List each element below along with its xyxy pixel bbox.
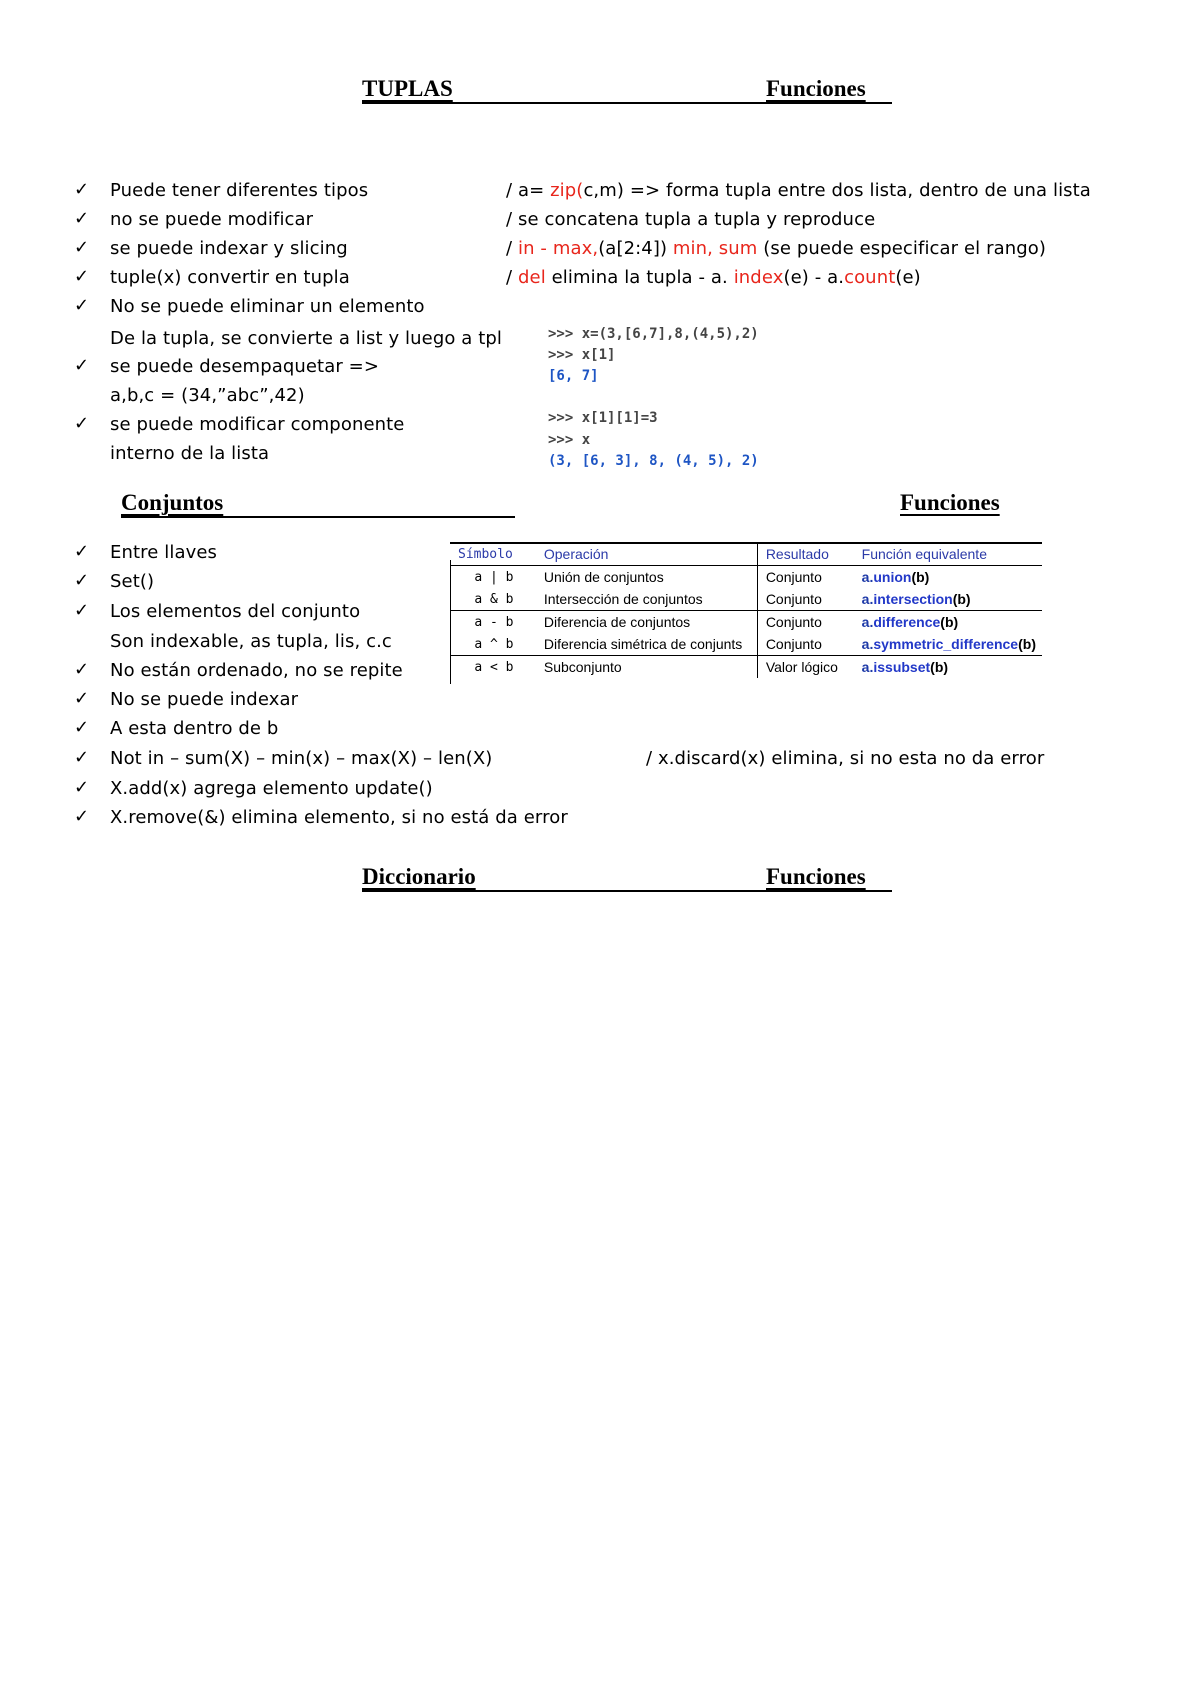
list-item: Los elementos del conjunto <box>110 601 361 622</box>
list-item: A esta dentro de b <box>110 718 279 739</box>
func-text: (e) <box>895 267 921 288</box>
table-cell: Subconjunto <box>536 656 757 679</box>
func-text: elimina la tupla - a. <box>545 267 734 288</box>
check-icon: ✓ <box>74 688 90 709</box>
check-icon: ✓ <box>74 237 90 258</box>
fn-arg: (b) <box>930 659 949 675</box>
conjuntos-title: Conjuntos <box>121 490 224 515</box>
diccionario-underline <box>362 890 892 892</box>
check-icon: ✓ <box>74 600 90 621</box>
table-cell: a - b <box>474 614 514 630</box>
list-item-continuation: a,b,c = (34,”abc”,42) <box>110 385 305 406</box>
list-item: no se puede modificar <box>110 209 314 230</box>
check-icon: ✓ <box>74 266 90 287</box>
table-cell <box>854 633 1042 656</box>
check-icon: ✓ <box>74 355 90 376</box>
table-row <box>450 656 1042 679</box>
diccionario-title: Diccionario <box>362 864 476 889</box>
check-icon: ✓ <box>74 717 90 738</box>
list-item: No se puede indexar <box>110 689 299 710</box>
code-line: >>> x <box>548 432 591 448</box>
check-icon: ✓ <box>74 777 90 798</box>
table-left-border <box>450 560 451 684</box>
tuplas-underline <box>362 102 892 104</box>
table-cell <box>854 566 1042 589</box>
fn-object: a. <box>861 614 874 630</box>
table-cell: Conjunto <box>757 633 853 656</box>
check-icon: ✓ <box>74 747 90 768</box>
fn-object: a. <box>861 569 874 585</box>
list-item: se puede indexar y slicing <box>110 238 348 259</box>
table-row <box>450 611 1042 634</box>
func-text: (e) - a. <box>783 267 845 288</box>
table-cell: a & b <box>450 588 536 611</box>
table-cell: Conjunto <box>757 588 853 611</box>
list-item: Entre llaves <box>110 542 217 563</box>
table-row <box>450 588 1042 611</box>
fn-object: a. <box>861 591 874 607</box>
list-item: se puede modificar componente <box>110 414 405 435</box>
table-header: Resultado <box>757 542 853 566</box>
table-header: Operación <box>536 542 757 566</box>
check-icon: ✓ <box>74 541 90 562</box>
table-cell: a < b <box>474 659 514 675</box>
conjuntos-underline <box>121 516 515 518</box>
tuplas-title: TUPLAS <box>362 76 453 101</box>
list-item: X.add(x) agrega elemento update() <box>110 778 433 799</box>
list-item-continuation: interno de la lista <box>110 443 270 464</box>
func-text: (a[2:4]) <box>598 238 673 259</box>
func-keyword: count <box>844 267 896 288</box>
func-text: / <box>506 238 518 259</box>
conjuntos-func-discard: / x.discard(x) elimina, si no esta no da error <box>646 748 1045 769</box>
tuplas-func-del <box>506 268 921 288</box>
table-cell: Unión de conjuntos <box>536 566 757 589</box>
fn-name: symmetric_difference <box>873 636 1019 652</box>
check-icon: ✓ <box>74 806 90 827</box>
code-output: [6, 7] <box>548 368 599 384</box>
list-item: Puede tener diferentes tipos <box>110 180 369 201</box>
code-line: >>> x[1] <box>548 347 616 363</box>
tuplas-func-concat: / se concatena tupla a tupla y reproduce <box>506 209 876 230</box>
table-cell: a ^ b <box>450 633 536 656</box>
check-icon: ✓ <box>74 179 90 200</box>
table-header: Función equivalente <box>854 542 1042 566</box>
list-item: tuple(x) convertir en tupla <box>110 267 350 288</box>
code-line: >>> x[1][1]=3 <box>548 410 658 426</box>
fn-object: a. <box>861 659 874 675</box>
tuplas-func-zip <box>506 181 1091 201</box>
table-cell <box>854 656 1042 679</box>
func-keyword: zip( <box>550 180 584 201</box>
check-icon: ✓ <box>74 413 90 434</box>
code-line: >>> x=(3,[6,7],8,(4,5),2) <box>548 326 759 342</box>
table-cell: Diferencia de conjuntos <box>536 611 757 634</box>
func-keyword: in - max, <box>518 238 599 259</box>
list-item: X.remove(&) elimina elemento, si no está da error <box>110 807 568 828</box>
table-cell: a | b <box>474 569 514 585</box>
func-text: / a= <box>506 180 551 201</box>
tuplas-funciones-title: Funciones <box>766 76 866 101</box>
fn-object: a. <box>861 636 874 652</box>
check-icon: ✓ <box>74 659 90 680</box>
conjuntos-funciones-title: Funciones <box>900 490 1000 515</box>
code-output: (3, [6, 3], 8, (4, 5), 2) <box>548 453 759 469</box>
func-keyword: min, sum <box>672 238 758 259</box>
table-cell: Conjunto <box>765 614 822 630</box>
list-item: se puede desempaquetar => <box>110 356 380 377</box>
diccionario-funciones-title: Funciones <box>766 864 866 889</box>
fn-arg: (b) <box>952 591 971 607</box>
list-item-continuation: Son indexable, as tupla, lis, c.c <box>110 631 392 652</box>
fn-name: issubset <box>873 659 931 675</box>
func-keyword: del <box>518 267 546 288</box>
tuplas-func-in-max <box>506 239 1046 259</box>
list-item: No se puede eliminar un elemento <box>110 296 425 317</box>
fn-arg: (b) <box>1018 636 1036 652</box>
table-row <box>450 566 1042 589</box>
fn-arg: (b) <box>911 569 930 585</box>
func-keyword: index <box>733 267 784 288</box>
set-operations-table <box>450 542 1042 678</box>
func-text: / <box>506 267 518 288</box>
table-header: Símbolo <box>450 542 536 566</box>
list-item: Set() <box>110 571 155 592</box>
func-text: (se puede especificar el rango) <box>757 238 1047 259</box>
table-cell: Diferencia simétrica de conjunts <box>536 633 757 656</box>
fn-name: difference <box>873 614 941 630</box>
table-cell: Conjunto <box>765 569 822 585</box>
fn-name: intersection <box>873 591 953 607</box>
func-text: c,m) => forma tupla entre dos lista, dentro de una lista <box>583 180 1091 201</box>
fn-arg: (b) <box>940 614 959 630</box>
table-cell: Valor lógico <box>765 659 838 675</box>
list-item-continuation: De la tupla, se convierte a list y luego a tpl <box>110 328 503 349</box>
table-row <box>450 633 1042 656</box>
check-icon: ✓ <box>74 570 90 591</box>
check-icon: ✓ <box>74 208 90 229</box>
table-cell: Intersección de conjuntos <box>536 588 757 611</box>
list-item: Not in – sum(X) – min(x) – max(X) – len(X) <box>110 748 493 769</box>
check-icon: ✓ <box>74 295 90 316</box>
table-cell <box>854 588 1042 611</box>
table-cell <box>854 611 1042 634</box>
fn-name: union <box>873 569 912 585</box>
list-item: No están ordenado, no se repite <box>110 660 403 681</box>
